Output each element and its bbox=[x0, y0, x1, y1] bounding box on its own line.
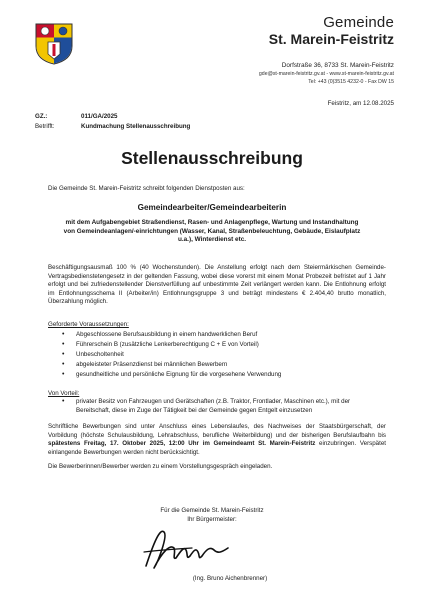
employment-paragraph: Beschäftigungsausmaß 100 % (40 Wochenstunden). Die Anstellung erfolgt nach dem Steiermärkischen Gemeinde-Vertragsbedienstetengesetz in der geltenden Fassung, wobei diese vorerst mit einem Monat Probezeit befristet auf 1 Jahr erfolgt und bei zufriedenstellender Dienstverfüllung auf unbestimmte Zeit verlängert werden kann. Die Entlohnung erfolgt im Entlohnungsschema II (Arbeiter/in) Entlohnungsgruppe 3 und beträgt mindestens € 2.404,40 brutto monatlich, Überzahlung möglich. bbox=[48, 264, 386, 306]
gz-row bbox=[35, 112, 190, 122]
application-deadline: spätestens Freitag, 17. Oktober 2025, 12:00 Uhr im Gemeindeamt St. Marein-Feistritz bbox=[48, 440, 316, 448]
requirements-list bbox=[62, 330, 382, 380]
org-line-name: St. Marein-Feistritz bbox=[268, 31, 394, 47]
reference-block bbox=[35, 112, 190, 132]
phone-fax: Tel: +43 (0)3515 4232-0 - Fax DW 15 bbox=[308, 79, 394, 85]
list-item: • abgeleisteter Präsenzdienst bei männlichen Bewerbern bbox=[62, 360, 382, 370]
org-line-gemeinde: Gemeinde bbox=[323, 14, 394, 31]
closing-line1: Für die Gemeinde St. Marein-Feistritz bbox=[160, 507, 264, 514]
list-item: • Führerschein B (zusätzliche Lenkerberechtigung C + E von Vorteil) bbox=[62, 340, 382, 350]
subject-label: Betrifft: bbox=[35, 123, 55, 130]
list-item: • privater Besitz von Fahrzeugen und Gerätschaften (z.B. Traktor, Frontlader, Maschinen etc.), mit der Bereitschaft, diese im Zuge der Tätigkeit bei der Gemeinde gegen Entgelt einzusetzen bbox=[62, 398, 382, 415]
list-item: • Abgeschlossene Berufsausbildung in einem handwerklichen Beruf bbox=[62, 330, 382, 340]
gz-label: GZ.: bbox=[35, 113, 48, 120]
position-description: mit dem Aufgabengebiet Straßendienst, Rasen- und Anlagenpflege, Wartung und Instandhaltung von Gemeindeanlagen/-einrichtungen (Wasser, Kanal, Straßenbeleuchtung, Gebäude, Eislaufplatz u.a.), Winterdienst etc. bbox=[63, 219, 361, 244]
signer-name: (Ing. Bruno Aichenbrenner) bbox=[192, 575, 268, 582]
email-web: gde@st-marein-feistritz.gv.at - www.st-marein-feistritz.gv.at bbox=[258, 71, 394, 77]
intro-text: Die Gemeinde St. Marein-Feistritz schreibt folgenden Dienstposten aus: bbox=[48, 185, 245, 192]
date-line: Feistritz, am 12.08.2025 bbox=[327, 100, 394, 107]
municipal-crest-icon bbox=[34, 22, 74, 66]
address-block bbox=[259, 61, 394, 86]
position-title: Gemeindearbeiter/Gemeindearbeiterin bbox=[137, 203, 287, 212]
municipality-name bbox=[269, 14, 394, 48]
list-item: • gesundheitliche und persönliche Eignung für die vorgesehene Verwendung bbox=[62, 370, 382, 380]
gz-value: 011/GA/2025 bbox=[81, 113, 118, 120]
requirements-heading: Geforderte Voraussetzungen: bbox=[48, 321, 129, 328]
list-item: • Unbescholtenheit bbox=[62, 350, 382, 360]
subject-row bbox=[35, 122, 190, 132]
page-title: Stellenausschreibung bbox=[121, 148, 303, 168]
subject-value: Kundmachung Stellenausschreibung bbox=[81, 123, 191, 130]
interview-paragraph: Die Bewerberinnen/Bewerber werden zu einem Vorstellungsgespräch eingeladen. bbox=[48, 463, 273, 470]
signature-icon bbox=[140, 522, 240, 574]
application-part2: einzubringen. Verspätet einlangende Bewerbungen werden nicht berücksichtigt. bbox=[48, 440, 386, 456]
advantages-list bbox=[62, 398, 382, 415]
application-part1: Schriftliche Bewerbungen sind unter Anschluss eines Lebenslaufes, des Nachweises der Staatsbürgerschaft, der Vorbildung (höchste Schulausbildung, Lehrabschluss, berufliche Weiterbildung) und der bisherigen Berufslaufbahn bis bbox=[48, 423, 386, 439]
application-paragraph bbox=[48, 423, 386, 457]
street-address: Dorfstraße 36, 8733 St. Marein-Feistritz bbox=[281, 62, 394, 69]
advantages-heading: Von Vorteil: bbox=[48, 390, 80, 397]
closing-line2: Ihr Bürgermeister: bbox=[187, 515, 237, 523]
